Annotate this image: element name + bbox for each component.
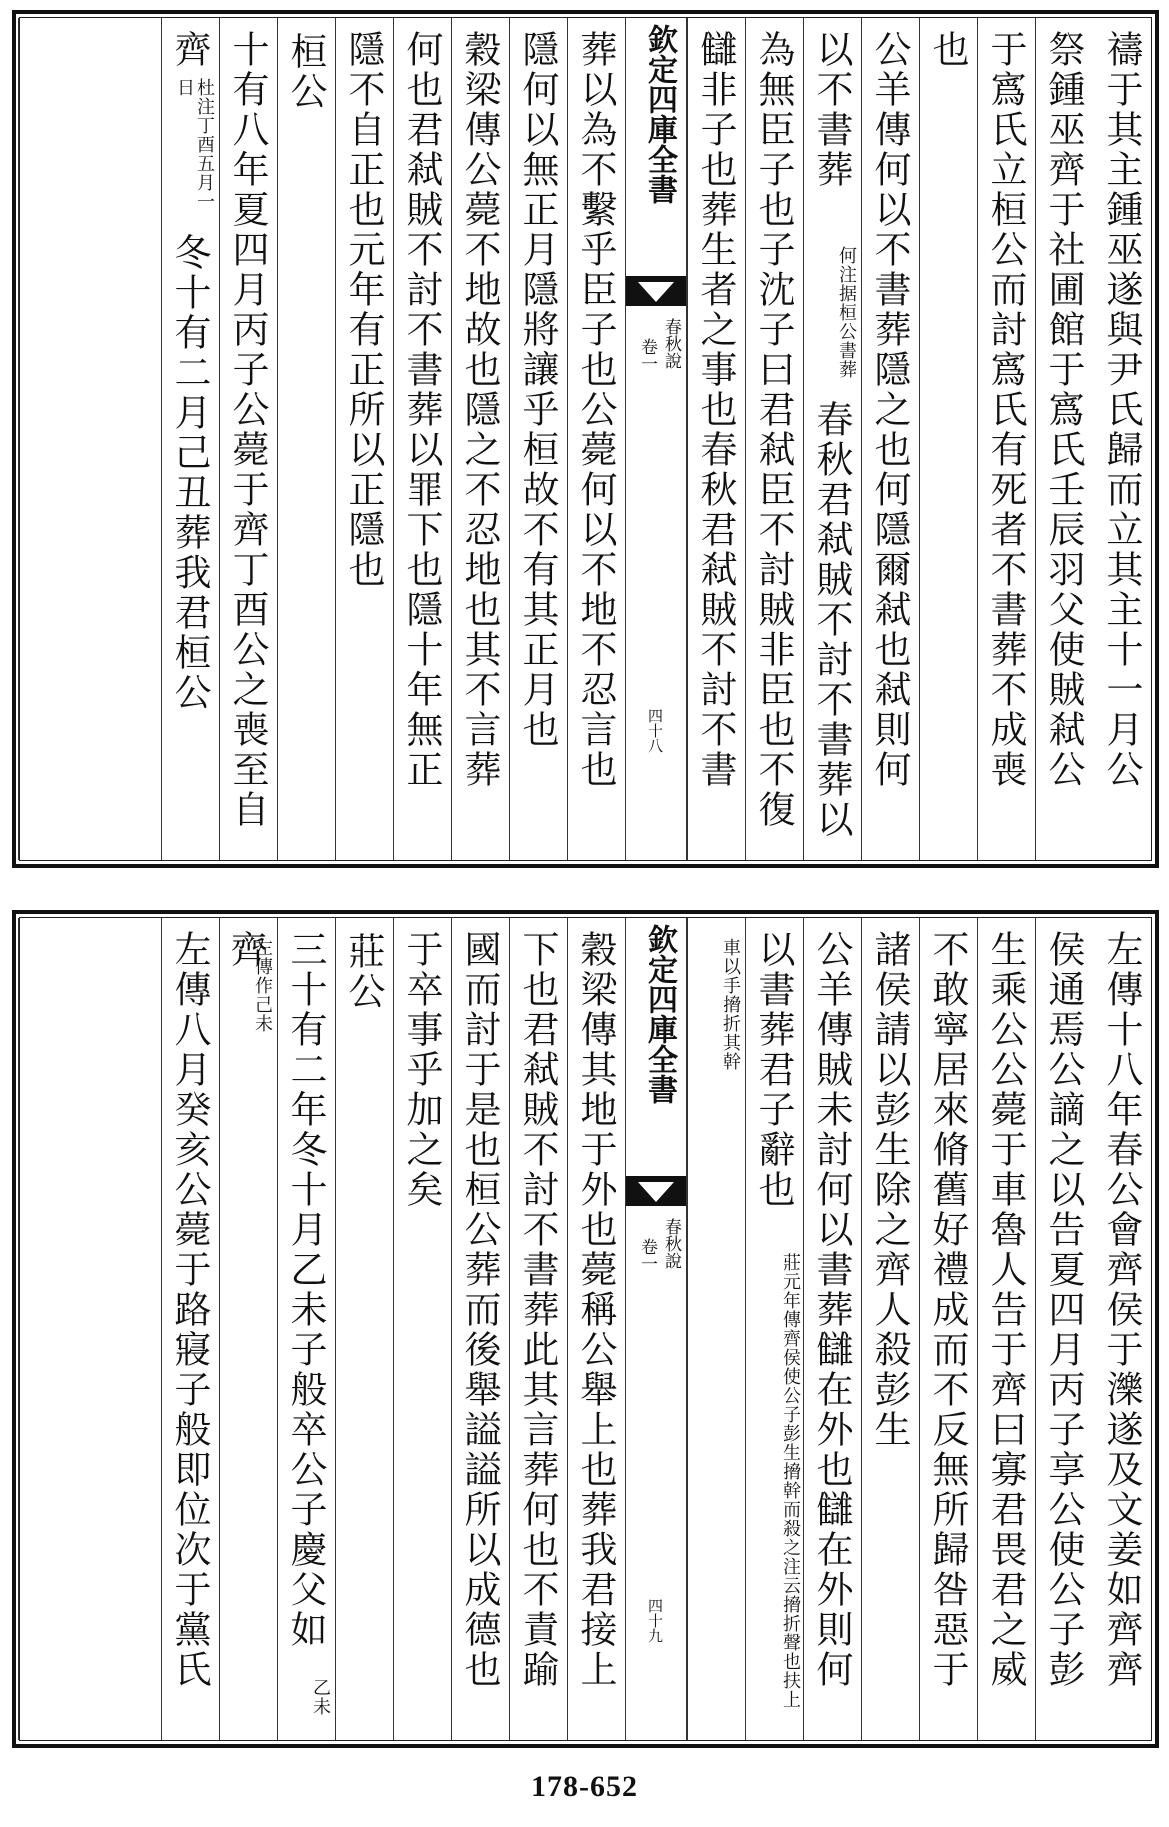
text-column: 以書葬君子辭也 莊元年傳齊侯使公子彭生搚幹而殺之注云搚折聲也扶上 — [745, 918, 803, 1740]
text-column: 公羊傳何以不書葬隱之也何隱爾弒也弒則何 — [861, 18, 919, 860]
text-column: 國而討于是也桓公葬而後舉謚謚所以成德也 — [451, 918, 509, 1740]
text-column: 禱于其主鍾巫遂與尹氏歸而立其主十一月公 — [1100, 30, 1143, 790]
text-column: 于卒事乎加之矣 — [393, 918, 451, 1740]
text-column: 十有八年夏四月丙子公薨于齊丁酉公之喪至自 — [219, 18, 277, 860]
spine-book: 春秋說 — [661, 318, 681, 369]
text-column: 何也君弒賊不討不書葬以罪下也隱十年無正 — [393, 18, 451, 860]
text-column: 葬以為不繫乎臣子也公薨何以不地不忍言也 — [567, 18, 625, 860]
annotation: 左傳作己未 — [252, 938, 273, 1033]
text-column: 諸侯請以彭生除之齊人殺彭生 — [861, 918, 919, 1740]
section-heading: 莊公 — [342, 932, 385, 1012]
spine-volume: 卷一 — [637, 338, 657, 372]
text-column: 以不書葬 何注据桓公書葬 春秋君弒賊不討不書葬以 — [803, 18, 861, 860]
page-number: 四十八 — [646, 708, 664, 753]
text-column: 讎非子也葬生者之事也春秋君弒賊不討不書 — [687, 18, 745, 860]
text-column: 隱何以無正月隱將讓乎桓故不有其正月也 — [509, 18, 567, 860]
text-column: 隱不自正也元年有正所以正隱也 — [335, 18, 393, 860]
annotation: 莊元年傳齊侯使公子彭生搚幹而殺之注云搚折聲也扶上 — [780, 1253, 801, 1709]
text-column: 侯通焉公謫之以告夏四月丙子享公使公子彭 — [1035, 918, 1093, 1740]
text-column: 為無臣子也子沈子曰君弒臣不討賊非臣也不復 — [745, 18, 803, 860]
text-column — [219, 918, 277, 1740]
page-footer-number: 178-652 — [531, 1770, 638, 1803]
text-column: 下也君弒賊不討不書葬此其言葬何也不責踰 — [509, 918, 567, 1740]
text-column — [687, 918, 745, 1740]
annotation: 乙未 — [310, 1678, 331, 1716]
blank-column — [18, 918, 161, 1740]
page-frame-bottom — [12, 910, 1159, 1748]
page-frame-top — [12, 10, 1159, 868]
blank-column — [18, 18, 161, 860]
annotation: 車以手搚折其幹 — [720, 938, 741, 1071]
fish-tail-mark — [626, 276, 686, 306]
text-column: 左傳八月癸亥公薨于路寢子般即位次于黨氏 — [161, 918, 219, 1740]
text-column: 也 — [919, 18, 977, 860]
spine-volume: 卷一 — [637, 1238, 657, 1272]
text-column: 于寪氏立桓公而討寪氏有死者不書葬不成喪 — [977, 18, 1035, 860]
text-column: 左傳十八年春公會齊侯于濼遂及文姜如齊齊 — [1100, 930, 1143, 1690]
spine-column — [625, 18, 687, 860]
section-heading: 桓公 — [284, 32, 327, 112]
section-heading-column — [335, 918, 393, 1740]
page-number: 四十九 — [646, 1598, 664, 1643]
text-column: 祭鍾巫齊于社圃館于寪氏壬辰羽父使賊弒公 — [1035, 18, 1093, 860]
annotation: 何注据桓公書葬 — [836, 246, 857, 379]
text-column: 公羊傳賊未討何以書葬讎在外也讎在外則何 — [803, 918, 861, 1740]
spine-column — [625, 918, 687, 1740]
page-inner-bottom — [19, 917, 1152, 1741]
text-column: 穀梁傳公薨不地故也隱之不忍地也其不言葬 — [451, 18, 509, 860]
text-column: 穀梁傳其地于外也薨稱公舉上也葬我君接上 — [567, 918, 625, 1740]
section-heading-column — [277, 18, 335, 860]
spine-title: 欽定四庫全書 — [642, 924, 677, 1104]
text-column: 三十有二年冬十月乙未子般卒公子慶父如齊 乙未 — [277, 918, 335, 1740]
text-column: 不敢寧居來脩舊好禮成而不反無所歸咎惡于 — [919, 918, 977, 1740]
page-inner-top — [19, 17, 1152, 861]
annotation: 杜注丁酉五月一日 — [174, 78, 215, 211]
spine-title: 欽定四庫全書 — [642, 24, 677, 204]
text-column: 生乘公公薨于車魯人告于齊曰寡君畏君之威 — [977, 918, 1035, 1740]
text-column: 齊 杜注丁酉五月一日 冬十有二月己丑葬我君桓公 — [161, 18, 219, 860]
fish-tail-mark — [626, 1176, 686, 1206]
spine-book: 春秋說 — [661, 1218, 681, 1269]
